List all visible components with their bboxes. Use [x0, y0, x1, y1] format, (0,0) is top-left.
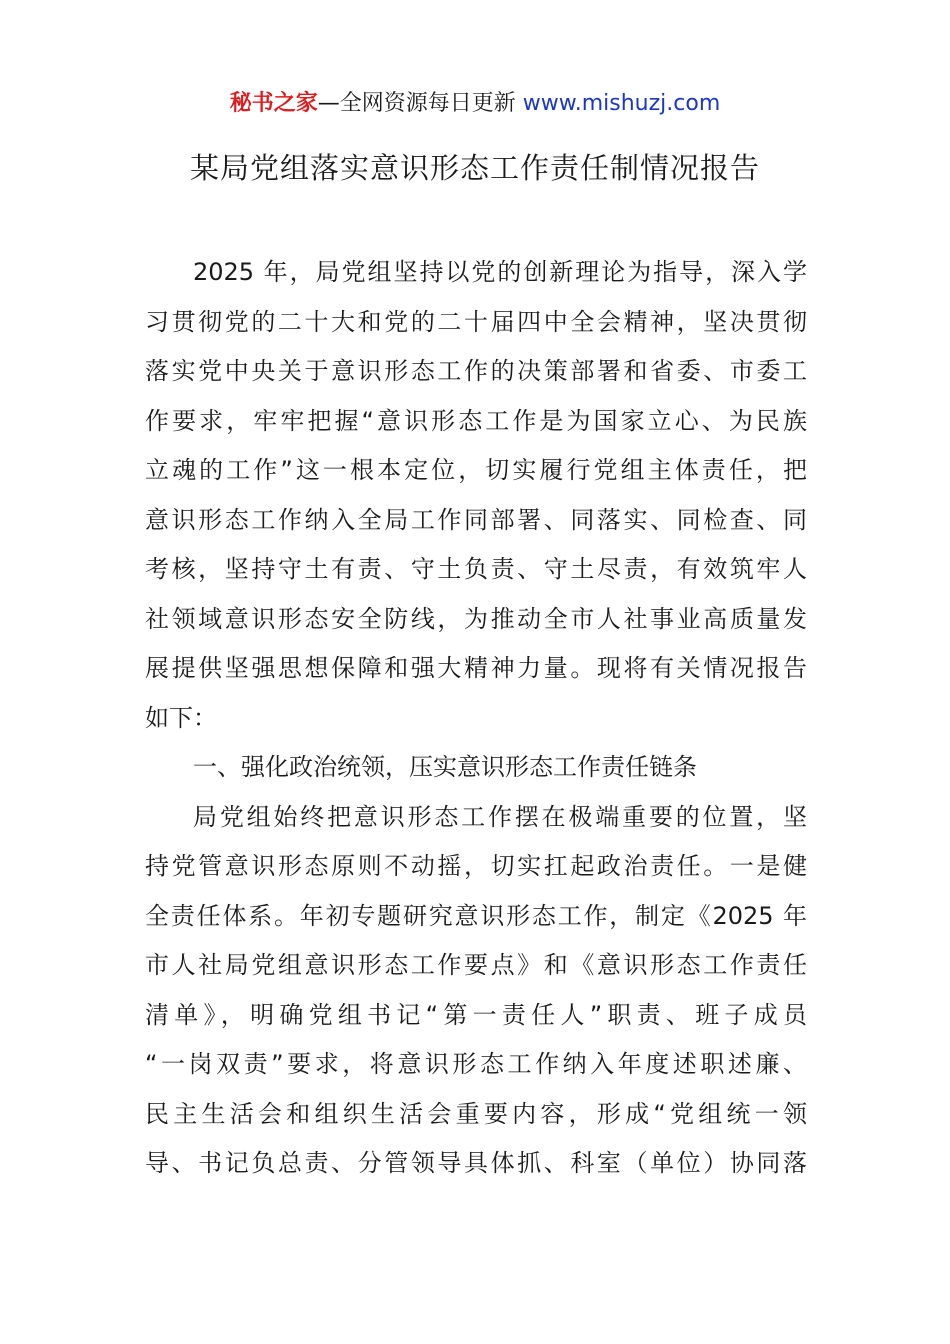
paragraph-line: 立魂的工作”这一根本定位，切实履行党组主体责任，把	[145, 456, 807, 484]
paragraph-line: 展提供坚强思想保障和强大精神力量。现将有关情况报告	[145, 654, 807, 682]
paragraph-line: 2025 年，局党组坚持以党的创新理论为指导，深入学	[193, 258, 807, 286]
paragraph-line: 考核，坚持守土有责、守土负责、守土尽责，有效筑牢人	[145, 555, 807, 583]
brand-name: 秘书之家	[229, 91, 318, 116]
document-title: 某局党组落实意识形态工作责任制情况报告	[189, 151, 760, 185]
document-body	[145, 248, 807, 1189]
paragraph-line: “一岗双责”要求，将意识形态工作纳入年度述职述廉、	[145, 1050, 807, 1078]
paragraph-line: 持党管意识形态原则不动摇，切实扛起政治责任。一是健	[145, 852, 807, 880]
paragraph-line: 落实党中央关于意识形态工作的决策部署和省委、市委工	[145, 357, 807, 385]
paragraph-line: 导、书记负总责、分管领导具体抓、科室（单位）协同落	[145, 1149, 807, 1177]
paragraph-line: 作要求，牢牢把握“意识形态工作是为国家立心、为民族	[145, 406, 807, 435]
paragraph-line: 局党组始终把意识形态工作摆在极端重要的位置，坚	[193, 802, 807, 831]
watermark-header	[0, 88, 950, 120]
paragraph-line: 民主生活会和组织生活会重要内容，形成“党组统一领	[145, 1099, 807, 1128]
header-tagline: —全网资源每日更新	[317, 91, 516, 116]
paragraph-line: 社领域意识形态安全防线，为推动全市人社事业高质量发	[145, 604, 807, 633]
paragraph-line: 意识形态工作纳入全局工作同部署、同落实、同检查、同	[145, 505, 807, 534]
paragraph-line: 习贯彻党的二十大和党的二十届四中全会精神，坚决贯彻	[145, 307, 807, 336]
paragraph-line: 如下：	[145, 703, 217, 732]
site-link[interactable]: www.mishuzj.com	[522, 91, 721, 116]
paragraph-line: 清单》，明确党组书记“第一责任人”职责、班子成员	[145, 1000, 807, 1029]
paragraph-line: 市人社局党组意识形态工作要点》和《意识形态工作责任	[145, 951, 807, 979]
paragraph-line: 全责任体系。年初专题研究意识形态工作，制定《2025 年	[145, 901, 807, 930]
section-heading: 一、强化政治统领，压实意识形态工作责任链条	[193, 753, 697, 781]
